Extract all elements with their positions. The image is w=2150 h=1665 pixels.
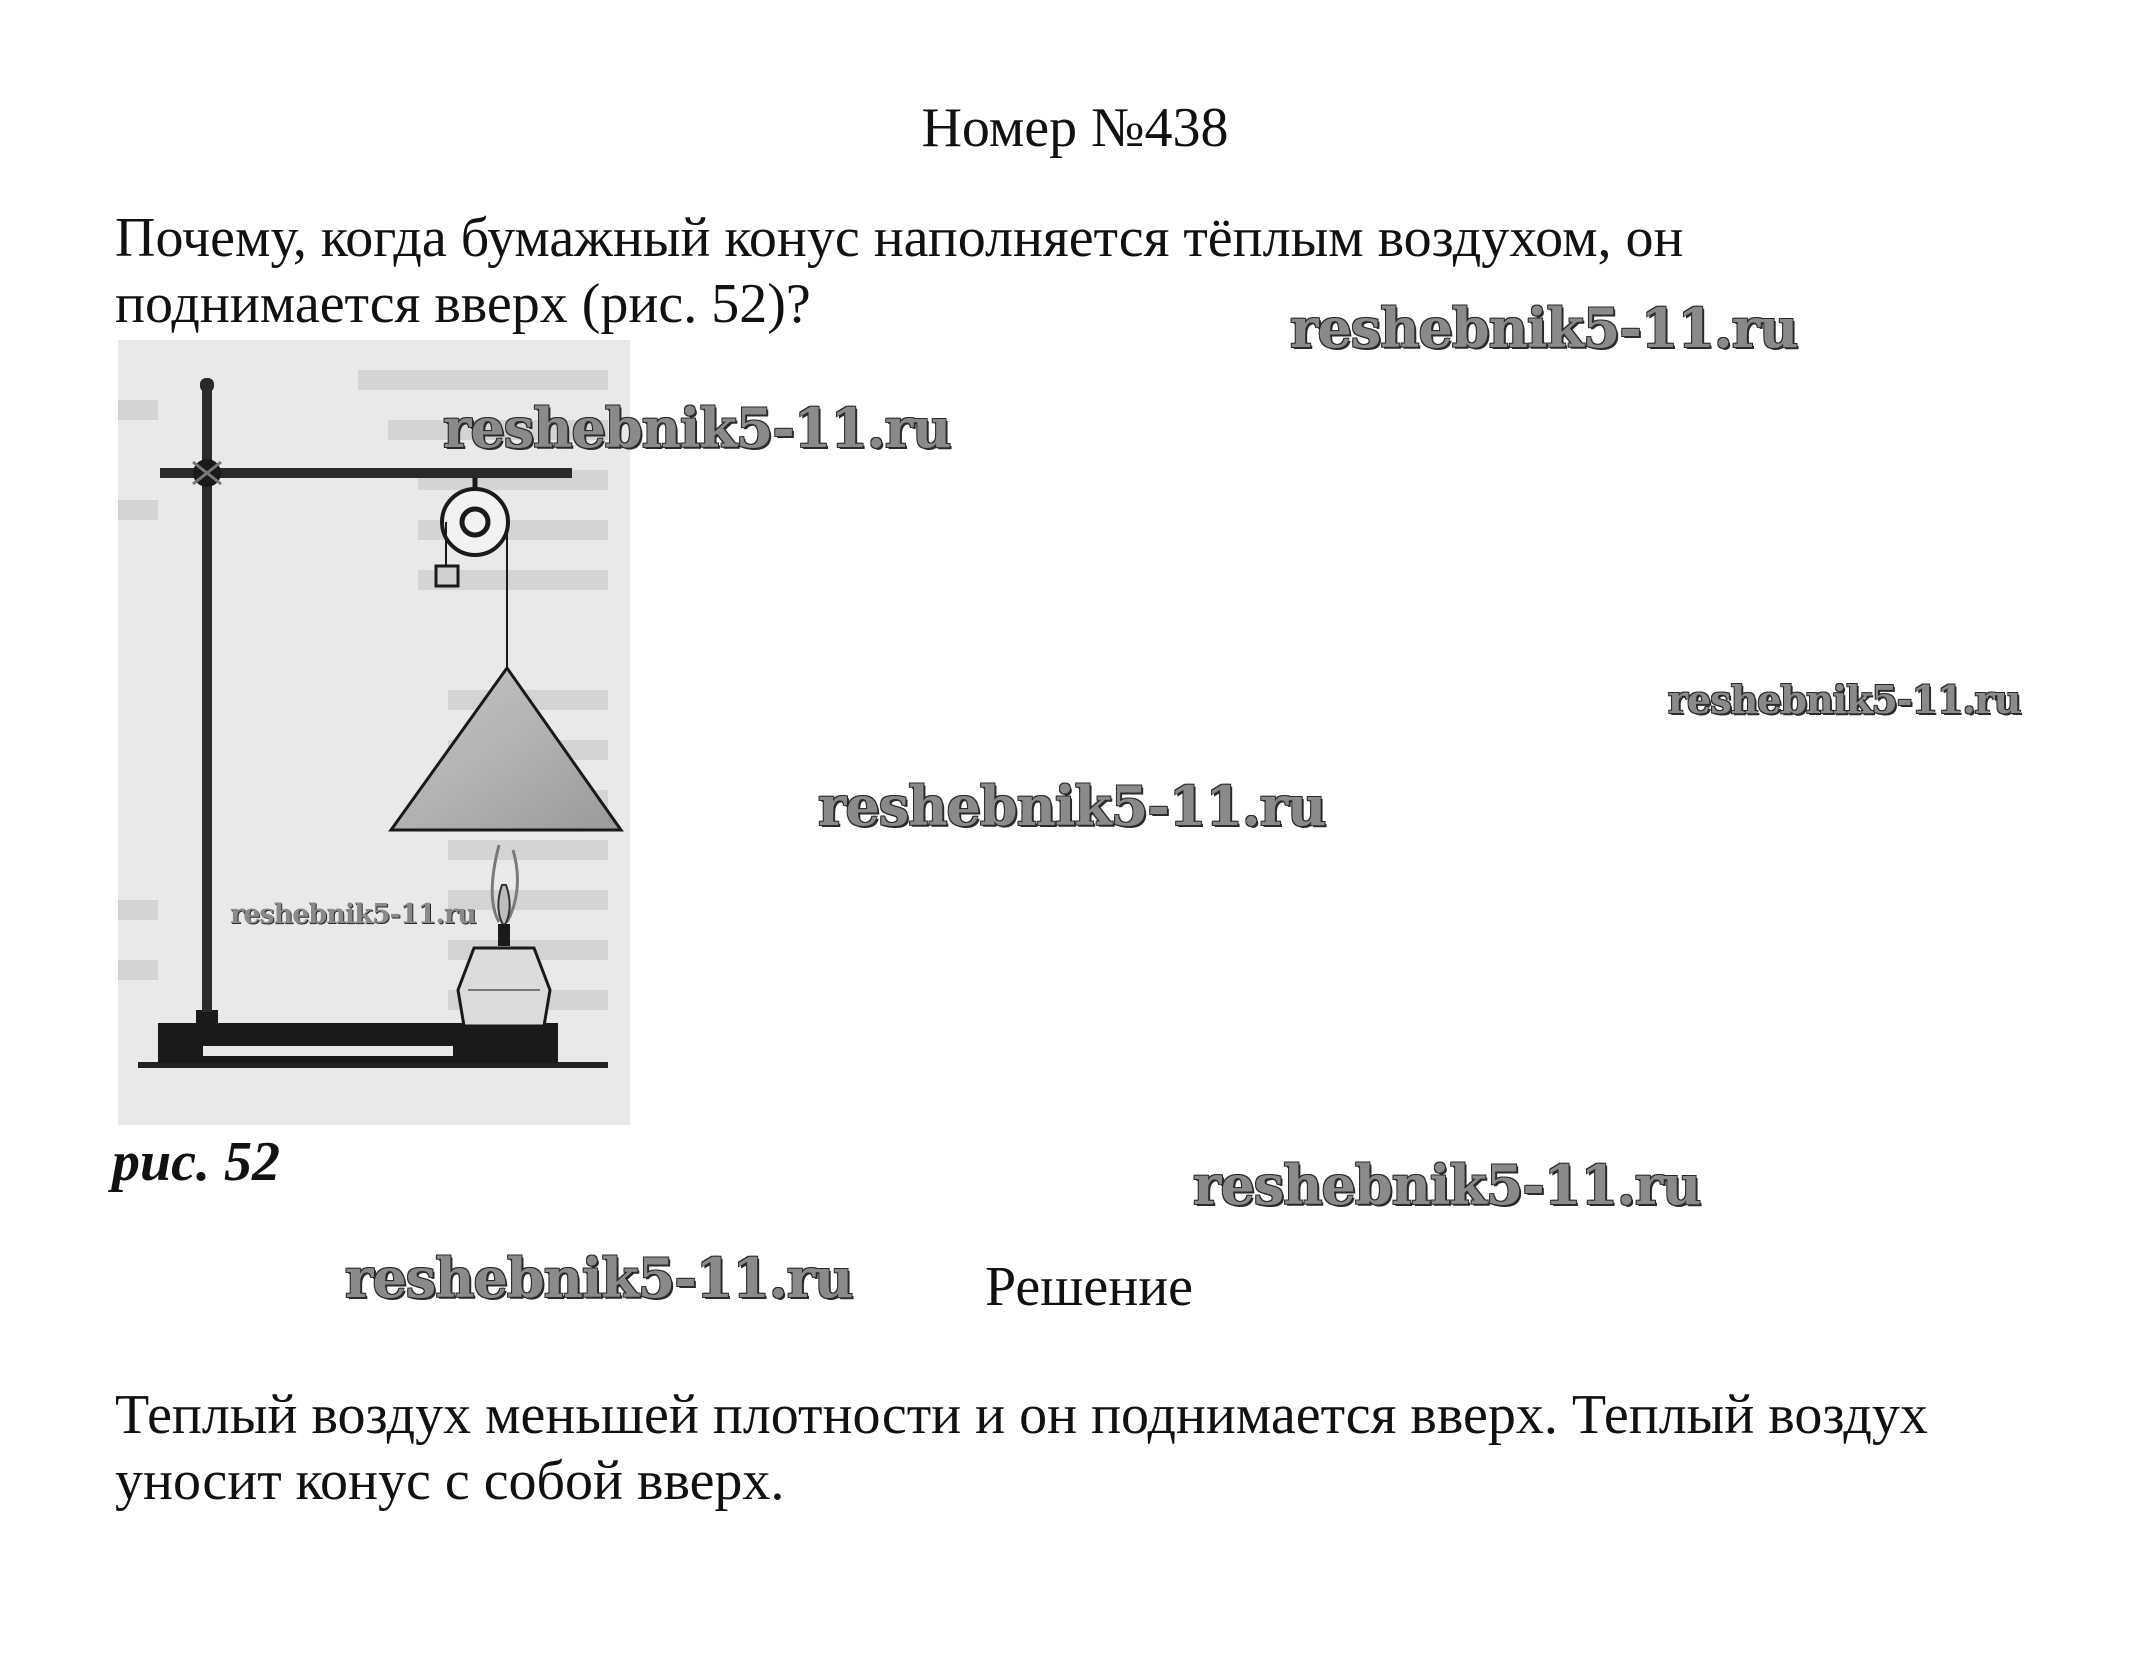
pulley (442, 489, 508, 555)
rod-top (200, 378, 214, 392)
answer-line: Теплый воздух меньшей плотности и он поднимается вверх. Теплый воздух (115, 1384, 1928, 1446)
stand-base-slot (203, 1046, 453, 1056)
cross-clamp (193, 459, 221, 487)
answer-text (115, 1382, 2105, 1514)
watermark: reshebnik5-11.ru (345, 1246, 853, 1310)
page-title: Номер №438 (921, 97, 1229, 159)
watermark: reshebnik5-11.ru (1290, 296, 1798, 360)
answer-line: уносит конус с собой вверх. (115, 1450, 785, 1512)
rod-clamp (196, 1010, 218, 1026)
watermark: reshebnik5-11.ru (443, 396, 951, 460)
figure-caption: рис. 52 (112, 1131, 280, 1193)
stand-base (158, 1023, 558, 1063)
crossbar (160, 468, 572, 478)
counterweight (436, 566, 458, 586)
question-line: Почему, когда бумажный конус наполняется тёплым воздухом, он (115, 207, 1684, 269)
watermark: reshebnik5-11.ru (818, 774, 1326, 838)
watermark: reshebnik5-11.ru (230, 899, 476, 930)
solution-heading: Решение (985, 1256, 1194, 1318)
watermark: reshebnik5-11.ru (1193, 1153, 1701, 1217)
watermark: reshebnik5-11.ru (1668, 677, 2021, 722)
question-line: поднимается вверх (рис. 52)? (115, 273, 811, 335)
